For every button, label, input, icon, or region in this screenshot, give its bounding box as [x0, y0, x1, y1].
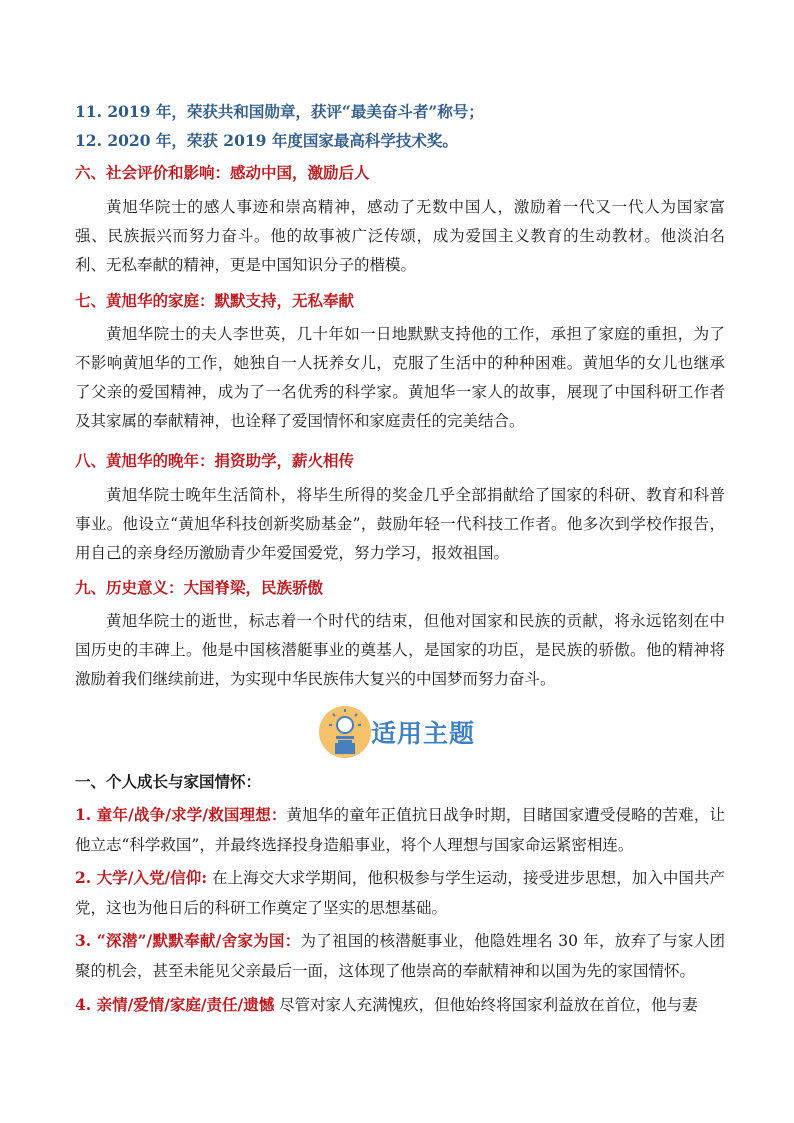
section-heading-9: 九、历史意义：大国脊梁，民族骄傲: [75, 578, 324, 597]
section-heading-6: 六、社会评价和影响：感动中国，激励后人: [75, 163, 370, 182]
theme-item-text: 为了祖国的核潜艇事业，他隐姓埋名 30 年，放弃了与家人团聚的机会，甚至未能见父亲最后一面，这体现了他崇高的奉献精神和以国为先的家国情怀。: [75, 932, 725, 980]
award-item-12: 12. 2020 年，荣获 2019 年度国家最高科学技术奖。: [75, 131, 458, 150]
badge-circle: [319, 706, 371, 758]
theme-heading: 一、个人成长与家国情怀：: [75, 772, 262, 791]
section-body-6: 黄旭华院士的感人事迹和崇高精神，感动了无数中国人，激励着一代又一代人为国家富强、民族振兴而努力奋斗。他的故事被广泛传颂，成为爱国主义教育的生动教材。他淡泊名利、无私奉献的精神，更是中国知识分子的楷模。: [75, 198, 725, 274]
theme-item-text: 黄旭华的童年正值抗日战争时期，目睹国家遭受侵略的苦难，让他立志“科学救国”，并最终选择投身造船事业，将个人理想与国家命运紧密相连。: [75, 806, 725, 854]
theme-item-label: 1. 童年/战争/求学/救国理想：: [75, 805, 287, 824]
theme-item-label: 2. 大学/入党/信仰:: [75, 868, 208, 887]
section-body-8: 黄旭华院士晚年生活简朴，将毕生所得的奖金几乎全部捐献给了国家的科研、教育和科普事业。他设立“黄旭华科技创新奖励基金”，鼓励年轻一代科技工作者。他多次到学校作报告，用自己的亲身经历激励青少年爱国爱党，努力学习，报效祖国。: [75, 486, 725, 562]
applicable-topics-badge: [319, 706, 479, 762]
theme-item-2: [75, 863, 725, 923]
section-heading-8: 八、黄旭华的晚年：捐资助学，薪火相传: [75, 451, 355, 470]
lightbulb-icon: [319, 706, 371, 758]
theme-item-label: 4. 亲情/爱情/家庭/责任/遗憾: [75, 995, 275, 1014]
theme-item-1: [75, 800, 725, 860]
theme-item-text: 尽管对家人充满愧疚，但他始终将国家利益放在首位，他与妻: [274, 996, 698, 1014]
theme-item-3: [75, 926, 725, 986]
theme-item-4: [75, 990, 725, 1020]
theme-item-label: 3. “深潜”/默默奉献/舍家为国：: [75, 931, 301, 950]
section-body-9: 黄旭华院士的逝世，标志着一个时代的结束，但他对国家和民族的贡献，将永远铭刻在中国历史的丰碑上。他是中国核潜艇事业的奠基人，是国家的功臣，是民族的骄傲。他的精神将激励着我们继续前进，为实现中华民族伟大复兴的中国梦而努力奋斗。: [75, 612, 725, 688]
badge-title: 适用主题: [371, 719, 476, 748]
section-body-7: 黄旭华院士的夫人李世英，几十年如一日地默默支持他的工作，承担了家庭的重担，为了不影响黄旭华的工作，她独自一人抚养女儿，克服了生活中的种种困难。黄旭华的女儿也继承了父亲的爱国精神，成为了一名优秀的科学家。黄旭华一家人的故事，展现了中国科研工作者及其家属的奉献精神，也诠释了爱国情怀和家庭责任的完美结合。: [75, 325, 725, 430]
section-heading-7: 七、黄旭华的家庭：默默支持，无私奉献: [75, 291, 355, 310]
theme-item-text: 在上海交大求学期间，他积极参与学生运动，接受进步思想，加入中国共产党，这也为他日后的科研工作奠定了坚实的思想基础。: [75, 869, 725, 917]
award-item-11: 11. 2019 年，荣获共和国勋章，获评“最美奋斗者”称号；: [75, 102, 484, 121]
